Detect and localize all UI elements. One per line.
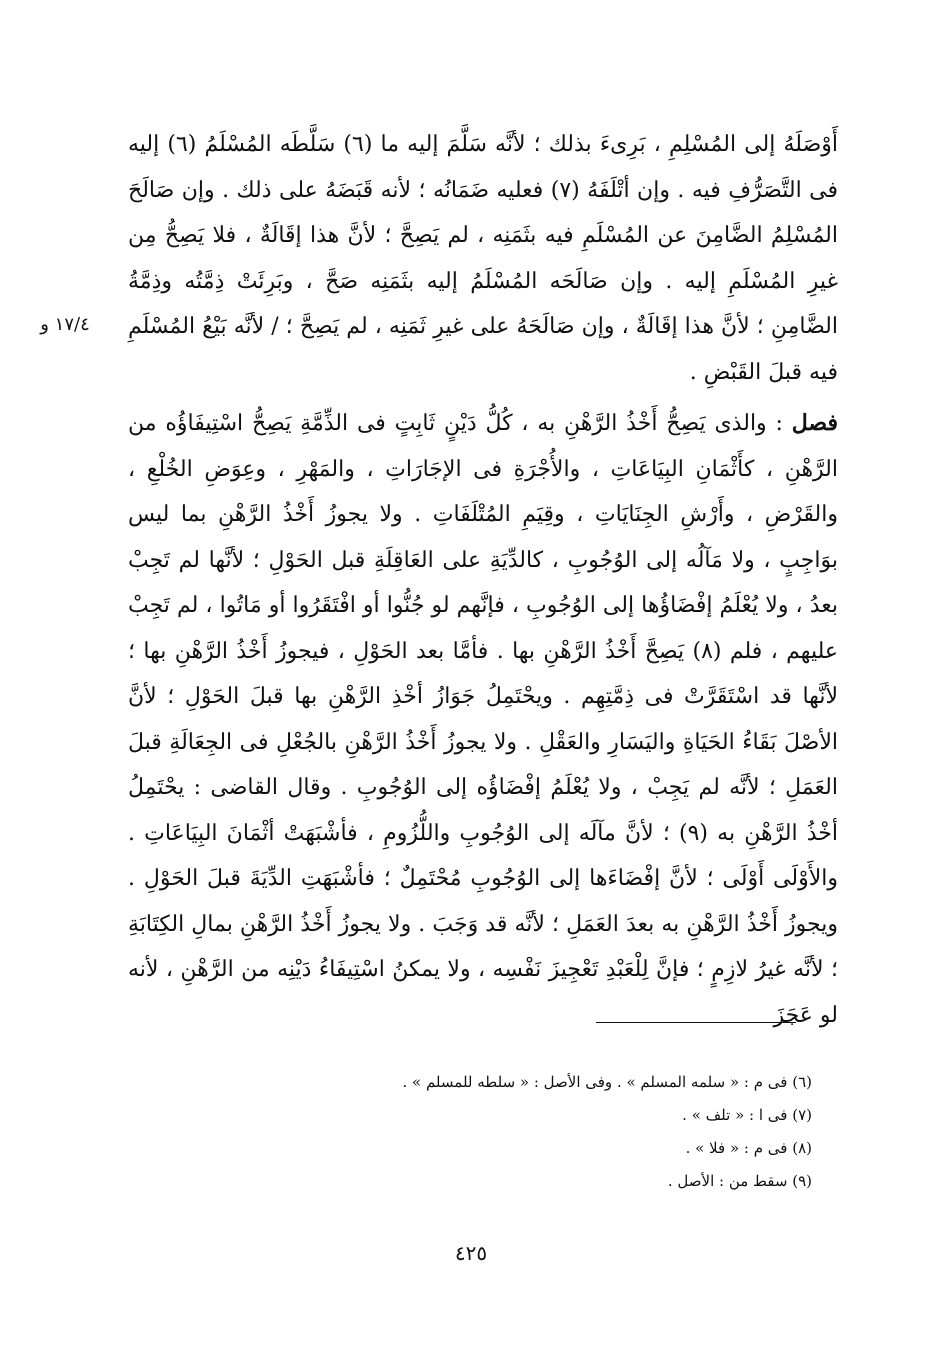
fasl-separator: :	[766, 411, 792, 436]
main-text-body	[128, 122, 838, 1038]
fasl-heading: فصل	[791, 410, 838, 436]
manuscript-folio-reference: ١٧/٤ و	[40, 314, 90, 335]
footnotes-section	[300, 1066, 812, 1198]
footnote-item: (٧) فى ا : « تلف » .	[682, 1106, 812, 1124]
footnote-divider	[596, 1022, 796, 1023]
footnote-item: (٩) سقط من : الأصل .	[667, 1172, 812, 1190]
footnote-item: (٨) فى م : « فلا » .	[685, 1139, 812, 1157]
footnote-item: (٦) فى م : « سلمه المسلم » . وفى الأصل : « سلطه للمسلم » .	[402, 1073, 812, 1091]
page-number: ٤٢٥	[454, 1241, 488, 1265]
paragraph-fasl	[128, 401, 838, 1038]
fasl-paragraph-text: والذى يَصِحُّ أَخْذُ الرَّهْنِ به ، كُلُّ دَيْنٍ ثَابِتٍ فى الذِّمَّةِ يَصِحُّ اسْتِيفَاؤُه من الرَّهْنِ ، كأَثْمَانِ البِيَاعَاتِ ، والأُجْرَةِ فى الإجَارَاتِ ، والمَهْرِ ، وعِوَضِ الخُلْعِ ، والقَرْضِ ، وأَرْشِ الجِنَايَاتِ ، وقِيَمِ المُتْلَفَاتِ . ولا يجوزُ أَخْذُ الرَّهْنِ بما ليس بوَاجِبٍ ، ولا مَآلُه إلى الوُجُوبِ ، كالدِّيَةِ على العَاقِلَةِ قبل الحَوْلِ ؛ لأنَّها لم تَجِبْ بعدُ ، ولا يُعْلَمُ إفْضَاؤُها إلى الوُجُوبِ ، فإنَّهم لو جُنُّوا أو افْتَقَرُوا أو مَاتُوا ، لم تَجِبْ عليهم ، فلم (٨) يَصِحَّ أَخْذُ الرَّهْنِ بها . فأمَّا بعد الحَوْلِ ، فيجوزُ أَخْذُ الرَّهْنِ بها ؛ لأنَّها قد اسْتَقَرَّتْ فى ذِمَّتِهِم . ويحْتَمِلُ جَوَازُ أخْذِ الرَّهْنِ بها قبلَ الحَوْلِ ؛ لأنَّ الأصْلَ بَقَاءُ الحَيَاةِ واليَسَارِ والعَقْلِ . ولا يجوزُ أَخْذُ الرَّهْنِ بالجُعْلِ فى الجِعَالَةِ قبلَ العَمَلِ ؛ لأنَّه لم يَجِبْ ، ولا يُعْلَمُ إفْضَاؤُه إلى الوُجُوبِ . وقال القاضى : يحْتَمِلُ أخْذُ الرَّهْنِ به (٩) ؛ لأنَّ مآلَه إلى الوُجُوبِ واللُّزُومِ ، فأشْبَهَتْ أثْمَانَ البِيَاعَاتِ . والأَوْلَى أَوْلَى ؛ لأنَّ إفْضَاءَها إلى الوُجُوبِ مُحْتَمِلٌ ؛ فأشْبَهَتِ الدِّيَةَ قبلَ الحَوْلِ . ويجوزُ أَخْذُ الرَّهْنِ به بعدَ العَمَلِ ؛ لأنَّه قد وَجَبَ . ولا يجوزُ أَخْذُ الرَّهْنِ بمالِ الكِتَابَةِ ؛ لأنَّه غيرُ لازِمٍ ؛ فإنَّ لِلْعَبْدِ تَعْجِيزَ نَفْسِه ، ولا يمكنُ اسْتِيفَاءُ دَيْنِه من الرَّهْنِ ، لأنه لو عَجَزَ	[128, 411, 839, 1028]
paragraph-continuation: أَوْصَلَهُ إلى المُسْلِمِ ، بَرِىءَ بذلك ؛ لأنَّه سَلَّمَ إليه ما (٦) سَلَّطَه المُسْلَمُ (٦) إليه فى التَّصَرُّفِ فيه . وإن أتْلَفَهُ (٧) فعليه ضَمَانُه ؛ لأنه قَبَضَهُ على ذلك . وإن صَالَحَ المُسْلِمُ الضَّامِنَ عن المُسْلَمِ فيه بثَمَنِه ، لم يَصِحَّ ؛ لأنَّ هذا إقَالَةٌ ، فلا يَصِحُّ مِن غيرِ المُسْلَمِ إليه . وإن صَالَحَه المُسْلَمُ إليه بثَمَنِه صَحَّ ، وبَرِئَتْ ذِمَّتُه وذِمَّةُ الضَّامِنِ ؛ لأنَّ هذا إقَالَةٌ ، وإن صَالَحَهُ على غيرِ ثَمَنِه ، لم يَصِحَّ ؛ / لأنَّه بَيْعُ المُسْلَمِ فيه قبلَ القَبْضِ .	[128, 132, 839, 385]
